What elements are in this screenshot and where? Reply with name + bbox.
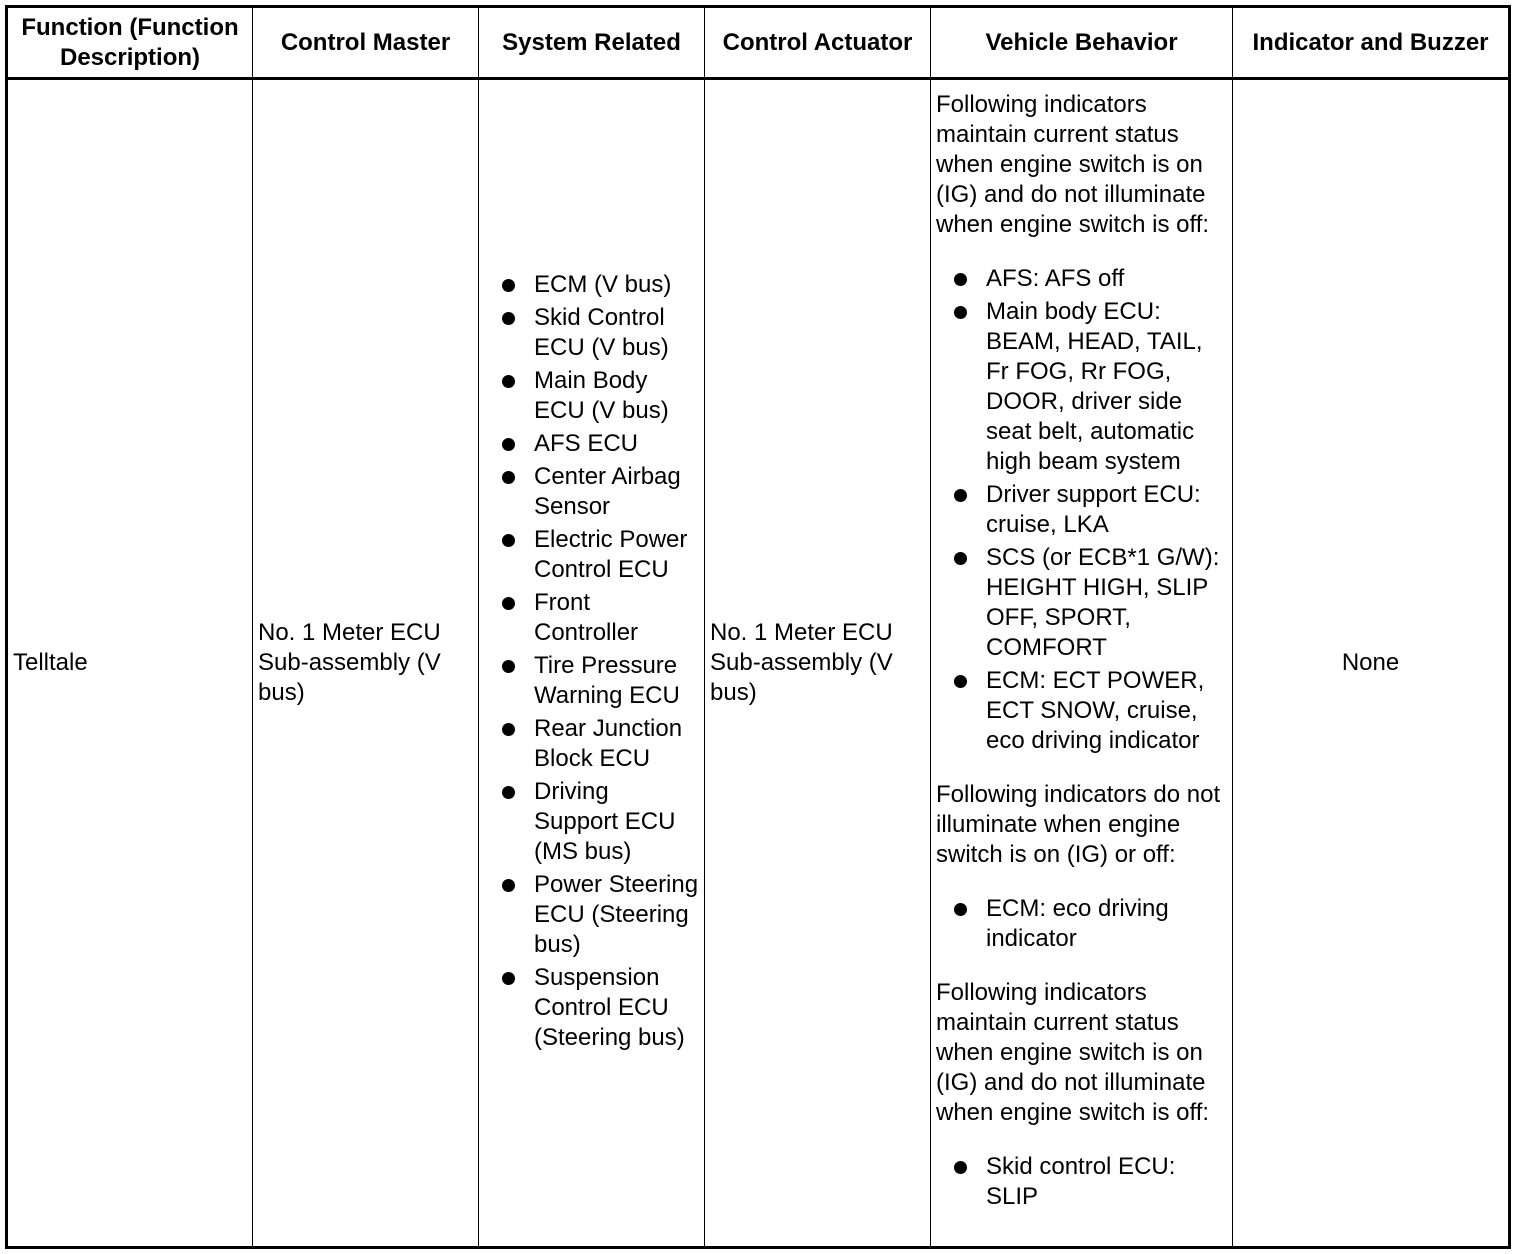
list-item: Center Airbag Sensor <box>484 462 699 522</box>
list-item: Rear Junction Block ECU <box>484 714 699 774</box>
behavior-intro-2: Following indicators do not illuminate when engine switch is on (IG) or off: <box>936 781 1221 868</box>
list-item: ECM: eco driving indicator <box>936 894 1227 954</box>
cell-function: Telltale <box>7 79 253 1248</box>
cell-vehicle-behavior <box>931 79 1233 1248</box>
header-system-related: System Related <box>479 7 705 79</box>
table-header <box>7 7 1510 79</box>
header-vehicle-behavior: Vehicle Behavior <box>931 7 1233 79</box>
list-item: AFS: AFS off <box>936 264 1227 294</box>
list-item: AFS ECU <box>484 429 699 459</box>
system-related-list <box>484 270 699 1053</box>
list-item: Electric Power Control ECU <box>484 525 699 585</box>
table-row <box>7 79 1510 1248</box>
list-item: Skid Control ECU (V bus) <box>484 303 699 363</box>
list-item: Driving Support ECU (MS bus) <box>484 777 699 867</box>
behavior-list-3 <box>936 1152 1227 1212</box>
spec-table <box>5 5 1511 1249</box>
list-item: SCS (or ECB*1 G/W): HEIGHT HIGH, SLIP OFF, SPORT, COMFORT <box>936 543 1227 663</box>
cell-control-master: No. 1 Meter ECU Sub-assembly (V bus) <box>253 79 479 1248</box>
list-item: ECM: ECT POWER, ECT SNOW, cruise, eco driving indicator <box>936 666 1227 756</box>
behavior-intro-3: Following indicators maintain current status when engine switch is on (IG) and do not illuminate when engine switch is off: <box>936 979 1210 1126</box>
header-control-actuator: Control Actuator <box>705 7 931 79</box>
header-control-master: Control Master <box>253 7 479 79</box>
list-item: Power Steering ECU (Steering bus) <box>484 870 699 960</box>
header-indicator-buzzer: Indicator and Buzzer <box>1233 7 1510 79</box>
list-item: Driver support ECU: cruise, LKA <box>936 480 1227 540</box>
list-item: Tire Pressure Warning ECU <box>484 651 699 711</box>
list-item: Main Body ECU (V bus) <box>484 366 699 426</box>
behavior-list-1 <box>936 264 1227 756</box>
cell-control-actuator: No. 1 Meter ECU Sub-assembly (V bus) <box>705 79 931 1248</box>
behavior-intro-1: Following indicators maintain current status when engine switch is on (IG) and do not illuminate when engine switch is off: <box>936 91 1210 238</box>
list-item: Front Controller <box>484 588 699 648</box>
list-item: Suspension Control ECU (Steering bus) <box>484 963 699 1053</box>
list-item: Skid control ECU: SLIP <box>936 1152 1227 1212</box>
cell-indicator-buzzer: None <box>1233 79 1510 1248</box>
header-row <box>7 7 1510 79</box>
behavior-list-2 <box>936 894 1227 954</box>
cell-system-related <box>479 79 705 1248</box>
list-item: ECM (V bus) <box>484 270 699 300</box>
header-function: Function (Function Description) <box>7 7 253 79</box>
list-item: Main body ECU: BEAM, HEAD, TAIL, Fr FOG, Rr FOG, DOOR, driver side seat belt, automatic high beam system <box>936 297 1227 477</box>
